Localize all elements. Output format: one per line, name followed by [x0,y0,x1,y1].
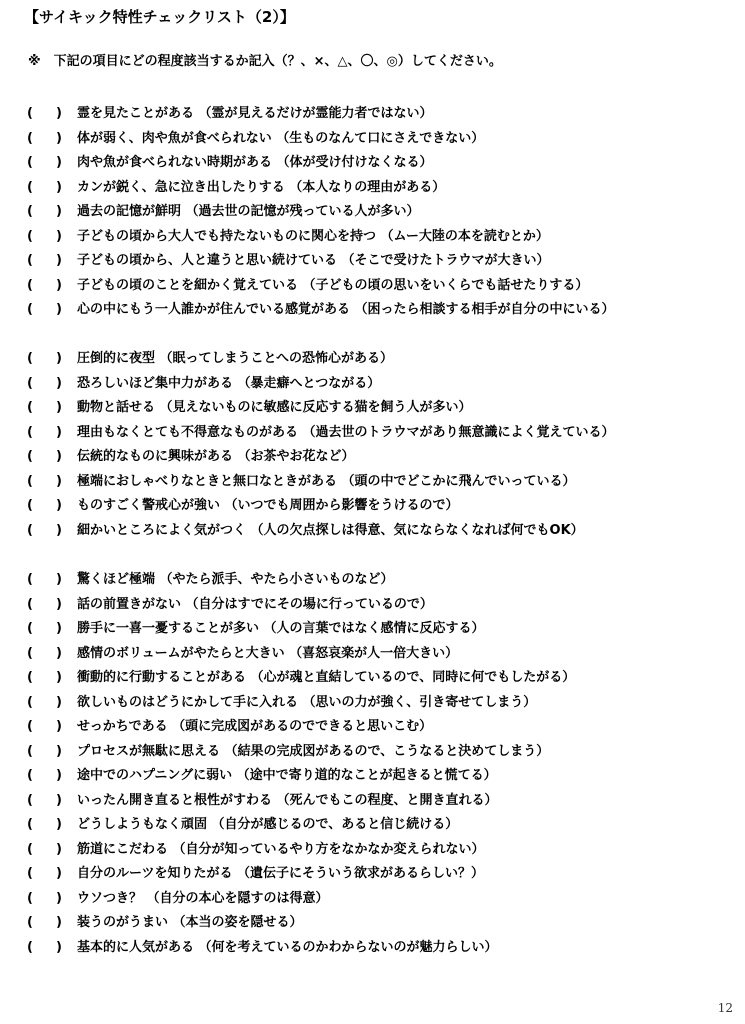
checklist-item-text: 心の中にもう一人誰かが住んでいる感覚がある （困ったら相談する相手が自分の中にいる） [77,302,615,317]
checklist-item-text: 欲しいものはどうにかして手に入れる （思いの力が強く、引き寄せてしまう） [77,694,537,710]
answer-bracket-close: ) [56,522,62,538]
answer-bracket-open: ( [27,400,33,415]
answer-bracket-close: ) [56,302,62,317]
answer-bracket-open: ( [27,670,33,685]
page-number: 12 [717,1001,733,1015]
answer-bracket-open: ( [27,204,33,219]
answer-bracket-close: ) [56,130,62,146]
checklist-item-text: 勝手に一喜一憂することが多い （人の言葉ではなく感情に反応する） [77,621,485,636]
answer-bracket-close: ) [56,768,62,783]
answer-bracket-open: ( [27,253,33,268]
checklist-item-text: 子どもの頃のことを細かく覚えている （子どもの頃の思いをいくらでも話せたりする） [77,277,589,293]
answer-bracket-open: ( [27,694,33,710]
answer-bracket-close: ) [56,155,62,170]
answer-bracket-open: ( [27,179,33,195]
answer-bracket-close: ) [56,179,62,195]
answer-bracket-open: ( [27,743,33,759]
answer-bracket-close: ) [56,204,62,219]
page-title: 【サイキック特性チェックリスト（2）】 [24,8,295,26]
answer-bracket-open: ( [27,841,33,857]
answer-bracket-open: ( [27,645,33,661]
checklist-item-text: 伝統的なものに興味がある （お茶やお花など） [77,449,355,464]
answer-bracket-open: ( [27,155,33,170]
answer-bracket-open: ( [27,915,33,930]
checklist-item-text: ものすごく警戒心が強い （いつでも周囲から影響をうけるので） [77,498,459,513]
answer-bracket-close: ) [56,719,62,734]
answer-bracket-open: ( [27,424,33,440]
checklist-item-text: 体が弱く、肉や魚が食べられない （生ものなんて口にさえできない） [77,130,485,146]
checklist-item-text: 基本的に人気がある （何を考えているのかわからないのが魅力らしい） [77,939,498,955]
checklist-item-text: 肉や魚が食べられない時期がある （体が受け付けなくなる） [77,155,433,170]
checklist-item-text: 子どもの頃から大人でも持たないものに関心を持つ （ムー大陸の本を読むとか） [77,228,549,244]
answer-bracket-open: ( [27,719,33,734]
answer-bracket-close: ) [56,498,62,513]
checklist-item-text: 驚くほど極端 （やたら派手、やたら小さいものなど） [77,572,394,587]
answer-bracket-open: ( [27,449,33,464]
answer-bracket-open: ( [27,473,33,489]
checklist-item-text: 細かいところによく気がつく （人の欠点探しは得意、気にならなくなれば何でもOK） [77,522,584,538]
checklist-item-text: カンが鋭く、急に泣き出したりする （本人なりの理由がある） [77,179,446,195]
answer-bracket-open: ( [27,817,33,832]
answer-bracket-open: ( [27,939,33,955]
answer-bracket-close: ) [56,743,62,759]
checklist-item-text: 動物と話せる （見えないものに敏感に反応する猫を飼う人が多い） [77,400,472,415]
checklist-item-text: 過去の記憶が鮮明 （過去世の記憶が残っている人が多い） [77,204,420,219]
checklist-item-text: プロセスが無駄に思える （結果の完成図があるので、こうなると決めてしまう） [77,743,550,759]
answer-bracket-open: ( [27,768,33,783]
answer-bracket-close: ) [56,939,62,955]
checklist-item-text: 恐ろしいほど集中力がある （暴走癖へとつながる） [77,375,381,391]
answer-bracket-open: ( [27,498,33,513]
answer-bracket-close: ) [56,351,62,366]
answer-bracket-close: ) [56,792,62,808]
answer-bracket-close: ) [56,596,62,612]
answer-bracket-open: ( [27,302,33,317]
answer-bracket-close: ) [56,572,62,587]
answer-bracket-open: ( [27,621,33,636]
checklist-item-text: 話の前置きがない （自分はすでにその場に行っているので） [77,596,433,612]
checklist-item-text: 極端におしゃべりなときと無口なときがある （頭の中でどこかに飛んでいっている） [77,473,576,489]
checklist-item-text: 衝動的に行動することがある （心が魂と直結しているので、同時に何でもしたがる） [77,670,576,685]
checklist-item-text: 途中でのハプニングに弱い （途中で寄り道的なことが起きると慌てる） [77,768,497,783]
answer-bracket-close: ) [56,621,62,636]
checklist-item-text: 理由もなくとても不得意なものがある （過去世のトラウマがあり無意識によく覚えている） [77,424,615,440]
answer-bracket-close: ) [56,890,62,906]
checklist-item-text: 感情のボリュームがやたらと大きい （喜怒哀楽が人一倍大きい） [77,645,459,661]
checklist-item-text: 霊を見たことがある （霊が見えるだけが霊能力者ではない） [77,106,433,121]
checklist-item-text: 圧倒的に夜型 （眠ってしまうことへの恐怖心がある） [77,351,394,366]
answer-bracket-open: ( [27,351,33,366]
answer-bracket-open: ( [27,130,33,146]
checklist-item-text: 子どもの頃から、人と違うと思い続けている （そこで受けたトラウマが大きい） [77,253,550,268]
answer-bracket-close: ) [56,449,62,464]
answer-bracket-open: ( [27,277,33,293]
answer-bracket-open: ( [27,375,33,391]
answer-bracket-close: ) [56,228,62,244]
answer-bracket-close: ) [56,645,62,661]
answer-bracket-open: ( [27,866,33,881]
instruction-text: ※ 下記の項目にどの程度該当するか記入（？、×、△、〇、◎）してください。 [28,54,502,69]
answer-bracket-close: ) [56,277,62,293]
answer-bracket-open: ( [27,106,33,121]
checklist-item-text: 自分のルーツを知りたがる （遺伝子にそういう欲求があるらしい？） [77,866,485,881]
checklist-item-text: いったん開き直ると根性がすわる （死んでもこの程度、と開き直れる） [77,792,498,808]
answer-bracket-close: ) [56,915,62,930]
answer-bracket-close: ) [56,841,62,857]
answer-bracket-close: ) [56,375,62,391]
checklist-item-text: どうしようもなく頑固 （自分が感じるので、あると信じ続ける） [77,817,459,832]
answer-bracket-close: ) [56,424,62,440]
answer-bracket-close: ) [56,694,62,710]
answer-bracket-close: ) [56,670,62,685]
checklist-item-text: 筋道にこだわる （自分が知っているやり方をなかなか変えられない） [77,841,485,857]
answer-bracket-close: ) [56,400,62,415]
answer-bracket-close: ) [56,817,62,832]
answer-bracket-open: ( [27,522,33,538]
answer-bracket-open: ( [27,572,33,587]
answer-bracket-close: ) [56,253,62,268]
answer-bracket-open: ( [27,890,33,906]
checklist-item-text: せっかちである （頭に完成図があるのでできると思いこむ） [77,719,433,734]
answer-bracket-close: ) [56,473,62,489]
answer-bracket-close: ) [56,106,62,121]
answer-bracket-open: ( [27,596,33,612]
checklist-item-text: 装うのがうまい （本当の姿を隠せる） [77,915,303,930]
answer-bracket-open: ( [27,228,33,244]
answer-bracket-open: ( [27,792,33,808]
answer-bracket-close: ) [56,866,62,881]
checklist-item-text: ウソつき？ （自分の本心を隠すのは得意） [77,890,329,906]
